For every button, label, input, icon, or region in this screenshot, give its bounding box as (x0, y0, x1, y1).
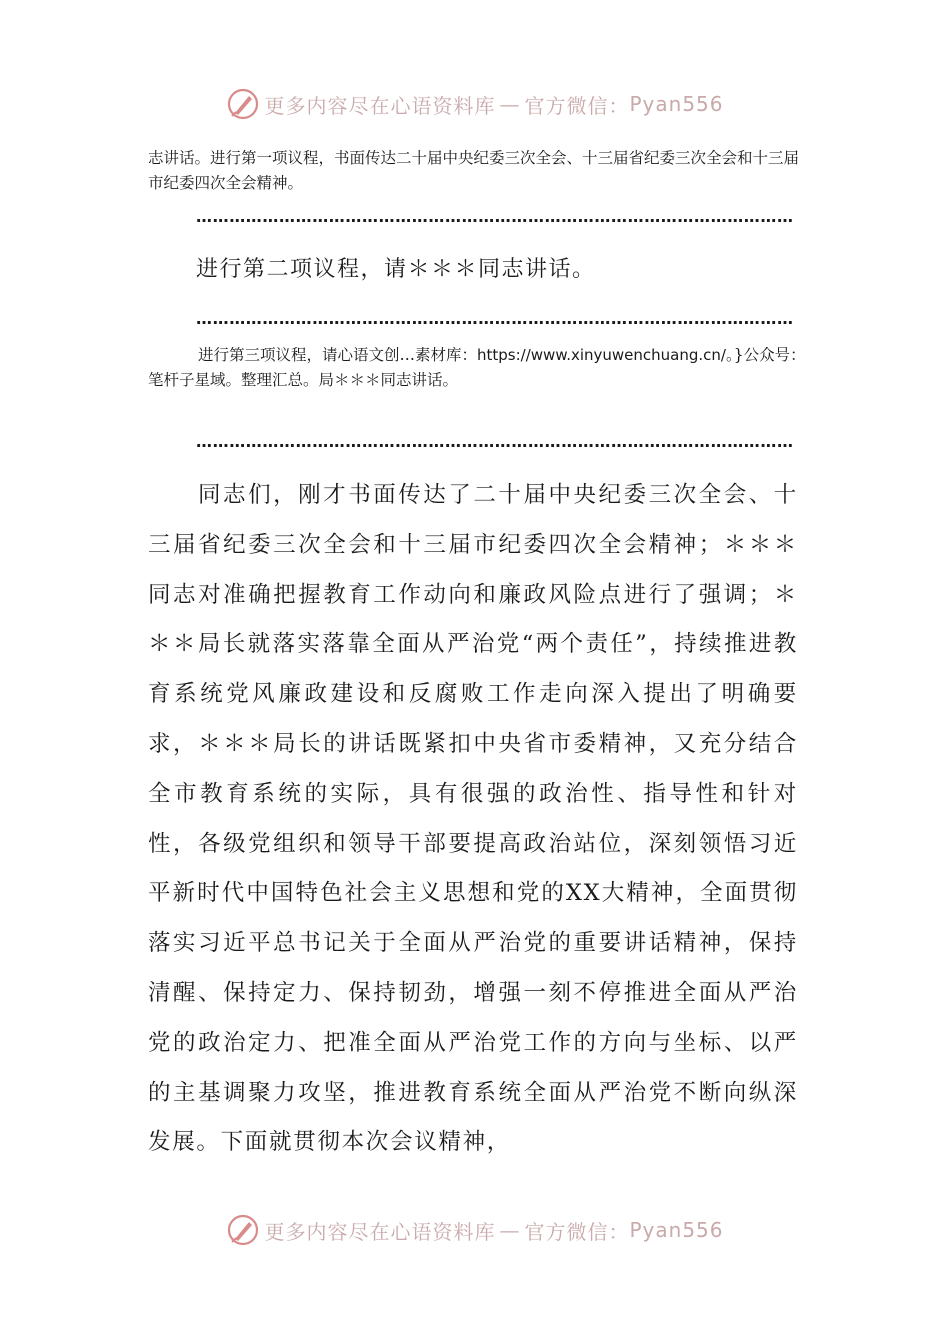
footer-watermark-dash: — (499, 1218, 521, 1242)
pen-logo-icon (226, 1213, 260, 1247)
source-url-link[interactable]: https://www.xinyuwenchuang.cn/ (477, 346, 726, 364)
paragraph-agenda-3 (148, 343, 808, 393)
speech-body-paragraph: 同志们，刚才书面传达了二十届中央纪委三次全会、十三届省纪委三次全会和十三届市纪委四次全会精神；＊＊＊同志对准确把握教育工作动向和廉政风险点进行了强调；＊＊＊局长就落实落靠全面从严治党“两个责任”，持续推进教育系统党风廉政建设和反腐败工作走向深入提出了明确要求，＊＊＊局长的讲话既紧扣中央省市委精神，又充分结合全市教育系统的实际，具有很强的政治性、指导性和针对性，各级党组织和领导干部要提高政治站位，深刻领悟习近平新时代中国特色社会主义思想和党的XX大精神，全面贯彻落实习近平总书记关于全面从严治党的重要讲话精神，保持清醒、保持定力、保持韧劲，增强一刻不停推进全面从严治党的政治定力、把准全面从严治党工作的方向与坐标、以严的主基调聚力攻坚，推进教育系统全面从严治党不断向纵深发展。下面就贯彻本次会议精神， (148, 482, 798, 1156)
header-watermark (0, 86, 950, 122)
header-watermark-label: 官方微信： (524, 93, 630, 118)
paragraph-agenda-2: 进行第二项议程，请＊＊＊同志讲话。 (196, 257, 596, 282)
pen-logo-icon (226, 87, 260, 121)
agenda-3-text-a: 进行第三项议程，请心语文创…素材库： (198, 346, 478, 364)
footer-watermark-text: 更多内容尽在心语资料库 (264, 1219, 496, 1244)
footer-watermark-id: Pyan556 (629, 1218, 724, 1242)
divider-dots-1: ……………………………………………………………………………………………… (196, 207, 794, 226)
footer-watermark-label: 官方微信： (524, 1219, 630, 1244)
agenda-3-text-b: 。}公众号：笔杆子星域。整理汇总。局＊＊＊同志讲话。 (148, 346, 806, 389)
header-watermark-dash: — (499, 92, 521, 116)
footer-watermark (0, 1212, 950, 1248)
paragraph-agenda-1: 志讲话。进行第一项议程，书面传达二十届中央纪委三次全会、十三届省纪委三次全会和十三届市纪委四次全会精神。 (148, 149, 800, 192)
header-watermark-id: Pyan556 (629, 92, 724, 116)
divider-dots-2: ……………………………………………………………………………………………… (196, 309, 794, 328)
divider-dots-3: ……………………………………………………………………………………………… (196, 432, 794, 451)
header-watermark-text: 更多内容尽在心语资料库 (264, 93, 496, 118)
